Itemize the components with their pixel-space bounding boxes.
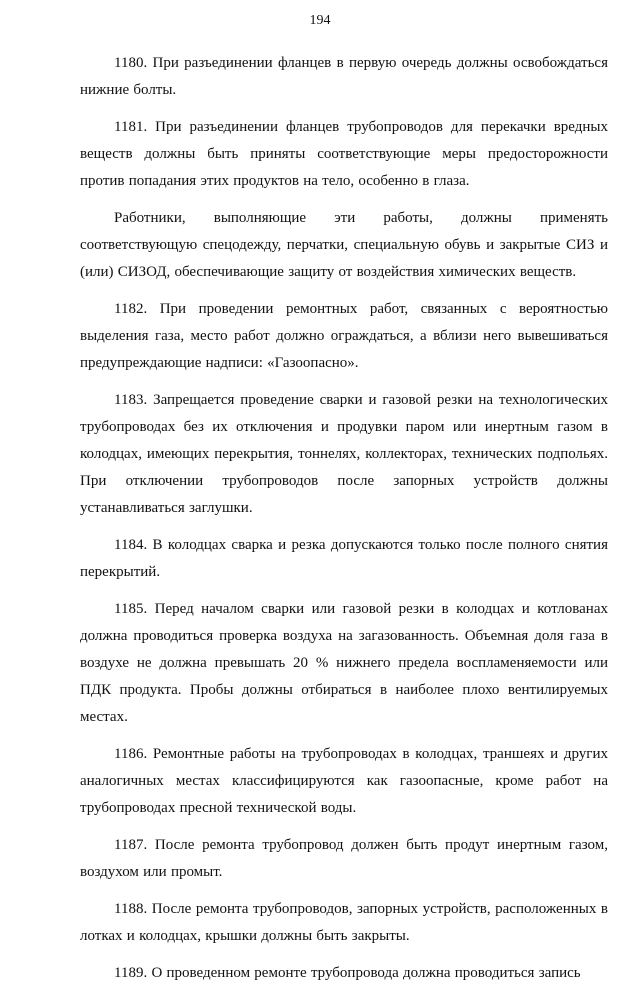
paragraph-1186: 1186. Ремонтные работы на трубопроводах в колодцах, траншеях и других аналогичных местах классифицируются как газоопасные, кроме работ на трубопроводах пресной технической воды. <box>80 746 608 816</box>
paragraph-1185: 1185. Перед началом сварки или газовой резки в колодцах и котлованах должна проводиться проверка воздуха на загазованность. Объемная доля газа в воздухе не должна превышать 20 % нижнего предела воспламеняемости или ПДК продукта. Пробы должны отбираться в наиболее плохо вентилируемых местах. <box>80 601 608 725</box>
paragraph-1188: 1188. После ремонта трубопроводов, запорных устройств, расположенных в лотках и колодцах, крышки должны быть закрыты. <box>80 901 608 944</box>
paragraph-1187: 1187. После ремонта трубопровод должен быть продут инертным газом, воздухом или промыт. <box>80 837 608 880</box>
paragraph-1182: 1182. При проведении ремонтных работ, связанных с вероятностью выделения газа, место работ должно ограждаться, а вблизи него вывешиваться предупреждающие надписи: «Газоопасно». <box>80 301 608 371</box>
paragraph-1183: 1183. Запрещается проведение сварки и газовой резки на технологических трубопроводах без их отключения и продувки паром или инертным газом в колодцах, имеющих перекрытия, тоннелях, коллекторах, технических подпольях. При отключении трубопроводов после запорных устройств должны устанавливаться заглушки. <box>80 392 608 516</box>
paragraph-1189: 1189. О проведенном ремонте трубопровода должна проводиться запись <box>114 965 581 981</box>
paragraph-1184: 1184. В колодцах сварка и резка допускаются только после полного снятия перекрытий. <box>80 537 608 580</box>
page-number: 194 <box>309 13 331 28</box>
paragraph-1181-workers: Работники, выполняющие эти работы, должны применять соответствующую спецодежду, перчатки, специальную обувь и закрытые СИЗ и (или) СИЗОД, обеспечивающие защиту от воздействия химических веществ. <box>80 210 608 280</box>
document-body <box>80 50 608 997</box>
paragraph-1181: 1181. При разъединении фланцев трубопроводов для перекачки вредных веществ должны быть приняты соответствующие меры предосторожности против попадания этих продуктов на тело, особенно в глаза. <box>80 119 608 189</box>
paragraph-1180: 1180. При разъединении фланцев в первую очередь должны освобождаться нижние болты. <box>80 55 608 98</box>
